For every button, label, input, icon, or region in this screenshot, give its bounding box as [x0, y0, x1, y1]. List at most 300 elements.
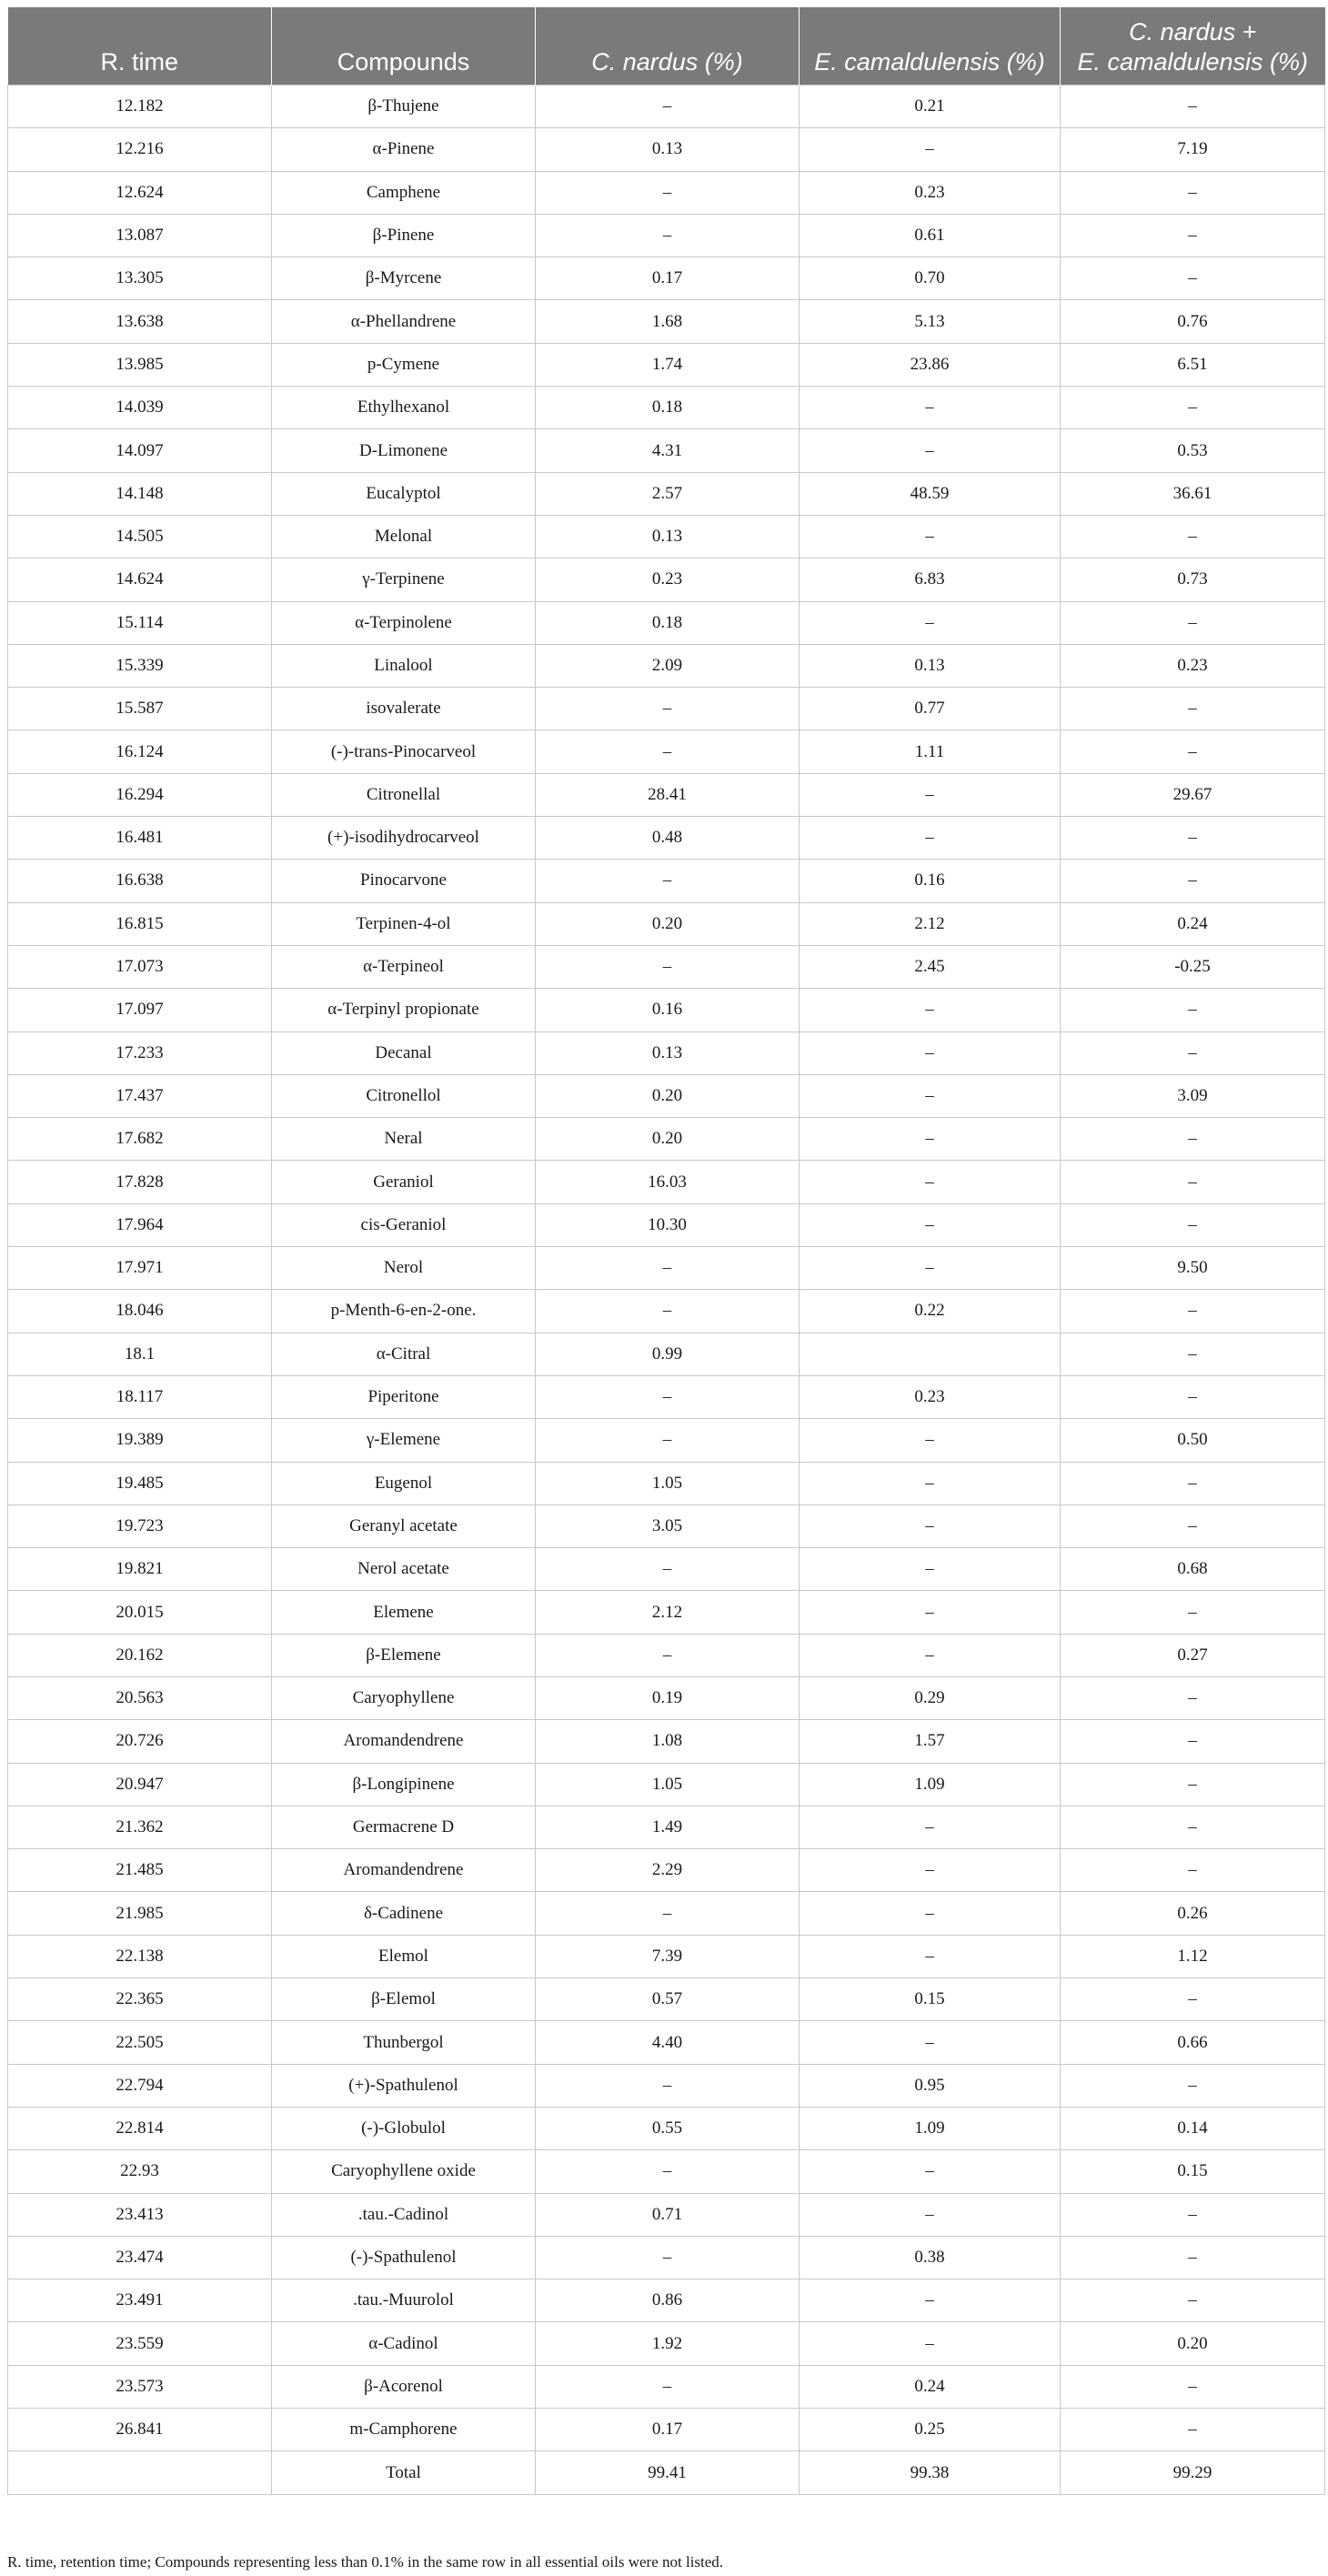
cell-combination: – [1061, 214, 1325, 257]
cell-combination: – [1061, 1676, 1325, 1719]
cell-rtime: 17.097 [8, 989, 272, 1031]
cell-nardus: 0.16 [536, 989, 800, 1031]
cell-nardus: 2.57 [536, 472, 800, 515]
table-row [8, 86, 1325, 128]
table-row [8, 860, 1325, 902]
total-cell-nardus: 99.41 [536, 2451, 800, 2495]
composition-table [7, 7, 1325, 2495]
cell-camaldulensis: – [800, 1634, 1061, 1676]
cell-rtime: 16.294 [8, 773, 272, 816]
cell-compound: Nerol acetate [272, 1548, 536, 1591]
cell-rtime: 19.723 [8, 1504, 272, 1547]
cell-camaldulensis: 0.13 [800, 644, 1061, 687]
table-row [8, 902, 1325, 945]
cell-combination: – [1061, 817, 1325, 860]
cell-camaldulensis: 48.59 [800, 472, 1061, 515]
header-combination [1061, 7, 1325, 86]
cell-compound: .tau.-Muurolol [272, 2279, 536, 2322]
table-row [8, 2279, 1325, 2322]
table-row [8, 601, 1325, 644]
cell-camaldulensis: 6.83 [800, 558, 1061, 601]
cell-nardus: – [536, 1419, 800, 1462]
cell-rtime: 13.638 [8, 300, 272, 343]
cell-rtime: 20.726 [8, 1720, 272, 1763]
cell-camaldulensis: – [800, 1935, 1061, 1977]
table-row [8, 472, 1325, 515]
cell-compound: Neral [272, 1118, 536, 1161]
cell-combination: – [1061, 1462, 1325, 1504]
cell-rtime: 16.481 [8, 817, 272, 860]
cell-nardus: 0.18 [536, 387, 800, 429]
cell-compound: α-Cadinol [272, 2322, 536, 2365]
table-row [8, 343, 1325, 386]
cell-compound: Eugenol [272, 1462, 536, 1504]
cell-compound: Elemol [272, 1935, 536, 1977]
cell-compound: β-Acorenol [272, 2365, 536, 2408]
cell-combination: 0.15 [1061, 2150, 1325, 2193]
cell-rtime: 23.491 [8, 2279, 272, 2322]
cell-compound: Ethylhexanol [272, 387, 536, 429]
cell-nardus: – [536, 1634, 800, 1676]
cell-camaldulensis: 0.25 [800, 2409, 1061, 2451]
cell-rtime: 22.365 [8, 1978, 272, 2021]
cell-compound: Melonal [272, 515, 536, 558]
cell-camaldulensis: – [800, 1504, 1061, 1547]
table-row [8, 1892, 1325, 1935]
table-row [8, 1161, 1325, 1203]
table-row [8, 1935, 1325, 1977]
cell-compound: Citronellal [272, 773, 536, 816]
cell-nardus: 0.20 [536, 1074, 800, 1117]
cell-camaldulensis: 0.22 [800, 1290, 1061, 1333]
total-cell-combination: 99.29 [1061, 2451, 1325, 2495]
cell-camaldulensis: 2.12 [800, 902, 1061, 945]
cell-nardus: – [536, 214, 800, 257]
total-row [8, 2451, 1325, 2495]
cell-camaldulensis: 0.16 [800, 860, 1061, 902]
header-nardus: C. nardus (%) [536, 7, 800, 86]
cell-camaldulensis: – [800, 1892, 1061, 1935]
cell-combination: 0.20 [1061, 2322, 1325, 2365]
cell-rtime: 23.559 [8, 2322, 272, 2365]
header-compounds: Compounds [272, 7, 536, 86]
cell-combination: – [1061, 1849, 1325, 1892]
table-row [8, 1591, 1325, 1634]
cell-rtime: 12.624 [8, 171, 272, 214]
table-row [8, 2150, 1325, 2193]
cell-camaldulensis: – [800, 817, 1061, 860]
cell-camaldulensis: 1.57 [800, 1720, 1061, 1763]
cell-nardus: – [536, 2064, 800, 2107]
cell-camaldulensis: – [800, 1203, 1061, 1246]
cell-combination: – [1061, 2365, 1325, 2408]
cell-compound: Germacrene D [272, 1806, 536, 1848]
cell-nardus: 0.13 [536, 515, 800, 558]
cell-compound: Citronellol [272, 1074, 536, 1117]
table-row [8, 1849, 1325, 1892]
table-row [8, 257, 1325, 300]
cell-combination: 0.27 [1061, 1634, 1325, 1676]
table-row [8, 2107, 1325, 2149]
cell-nardus: 0.17 [536, 2409, 800, 2451]
cell-combination: – [1061, 688, 1325, 730]
cell-compound: Piperitone [272, 1375, 536, 1418]
cell-combination: 0.66 [1061, 2021, 1325, 2064]
cell-rtime: 16.815 [8, 902, 272, 945]
cell-compound: β-Longipinene [272, 1763, 536, 1806]
cell-compound: α-Phellandrene [272, 300, 536, 343]
cell-camaldulensis: – [800, 1806, 1061, 1848]
cell-compound: α-Terpineol [272, 945, 536, 988]
cell-combination: – [1061, 2409, 1325, 2451]
cell-combination: 0.76 [1061, 300, 1325, 343]
cell-combination: – [1061, 1978, 1325, 2021]
cell-camaldulensis: – [800, 1462, 1061, 1504]
cell-combination: 0.53 [1061, 429, 1325, 472]
table-row [8, 2236, 1325, 2279]
cell-rtime: 22.814 [8, 2107, 272, 2149]
cell-camaldulensis: 0.38 [800, 2236, 1061, 2279]
table-row [8, 2193, 1325, 2236]
cell-combination: – [1061, 730, 1325, 773]
cell-nardus: 4.40 [536, 2021, 800, 2064]
cell-camaldulensis: – [800, 1591, 1061, 1634]
cell-camaldulensis: – [800, 2322, 1061, 2365]
cell-combination: 0.14 [1061, 2107, 1325, 2149]
cell-rtime: 18.046 [8, 1290, 272, 1333]
cell-combination: 29.67 [1061, 773, 1325, 816]
cell-nardus: – [536, 1290, 800, 1333]
cell-camaldulensis: 5.13 [800, 300, 1061, 343]
cell-camaldulensis: – [800, 2021, 1061, 2064]
cell-nardus: 0.18 [536, 601, 800, 644]
cell-compound: Elemene [272, 1591, 536, 1634]
table-row [8, 688, 1325, 730]
cell-camaldulensis: – [800, 387, 1061, 429]
cell-compound: cis-Geraniol [272, 1203, 536, 1246]
cell-nardus: 1.92 [536, 2322, 800, 2365]
cell-combination: 0.23 [1061, 644, 1325, 687]
cell-compound: Decanal [272, 1031, 536, 1074]
cell-combination: – [1061, 387, 1325, 429]
cell-compound: Aromandendrene [272, 1849, 536, 1892]
cell-nardus: – [536, 688, 800, 730]
cell-camaldulensis: – [800, 1118, 1061, 1161]
cell-compound: α-Pinene [272, 128, 536, 171]
total-cell-camaldulensis: 99.38 [800, 2451, 1061, 2495]
cell-rtime: 19.485 [8, 1462, 272, 1504]
cell-compound: δ-Cadinene [272, 1892, 536, 1935]
table-row [8, 817, 1325, 860]
cell-compound: Eucalyptol [272, 472, 536, 515]
cell-combination: – [1061, 1118, 1325, 1161]
cell-camaldulensis: – [800, 2150, 1061, 2193]
cell-compound: p-Menth-6-en-2-one. [272, 1290, 536, 1333]
cell-compound: (+)-isodihydrocarveol [272, 817, 536, 860]
table-row [8, 300, 1325, 343]
cell-rtime: 20.162 [8, 1634, 272, 1676]
cell-combination: 0.68 [1061, 1548, 1325, 1591]
cell-camaldulensis: 0.61 [800, 214, 1061, 257]
table-row [8, 1676, 1325, 1719]
table-row [8, 945, 1325, 988]
cell-combination: – [1061, 1161, 1325, 1203]
cell-combination: 7.19 [1061, 128, 1325, 171]
cell-nardus: 0.19 [536, 1676, 800, 1719]
table-row [8, 1763, 1325, 1806]
total-cell-rtime [8, 2451, 272, 2495]
cell-nardus: 0.13 [536, 1031, 800, 1074]
cell-combination: – [1061, 1720, 1325, 1763]
cell-rtime: 22.794 [8, 2064, 272, 2107]
cell-compound: Terpinen-4-ol [272, 902, 536, 945]
cell-camaldulensis: – [800, 1849, 1061, 1892]
cell-camaldulensis: – [800, 1161, 1061, 1203]
cell-combination: – [1061, 1031, 1325, 1074]
cell-rtime: 13.087 [8, 214, 272, 257]
cell-rtime: 22.505 [8, 2021, 272, 2064]
cell-nardus: – [536, 171, 800, 214]
table-footnote: R. time, retention time; Compounds representing less than 0.1% in the same row in all essential oils were not listed. [7, 2553, 724, 2571]
cell-camaldulensis: – [800, 515, 1061, 558]
cell-nardus: 0.17 [536, 257, 800, 300]
cell-combination: – [1061, 1290, 1325, 1333]
cell-combination: 3.09 [1061, 1074, 1325, 1117]
cell-rtime: 20.015 [8, 1591, 272, 1634]
table-row [8, 1806, 1325, 1848]
table-row [8, 773, 1325, 816]
cell-compound: .tau.-Cadinol [272, 2193, 536, 2236]
cell-compound: isovalerate [272, 688, 536, 730]
cell-rtime: 19.821 [8, 1548, 272, 1591]
table-row [8, 1634, 1325, 1676]
cell-camaldulensis: 0.95 [800, 2064, 1061, 2107]
cell-nardus: 0.71 [536, 2193, 800, 2236]
cell-camaldulensis: – [800, 1247, 1061, 1290]
cell-camaldulensis: 0.29 [800, 1676, 1061, 1719]
cell-rtime: 12.182 [8, 86, 272, 128]
cell-combination: 0.50 [1061, 1419, 1325, 1462]
table-row [8, 387, 1325, 429]
cell-rtime: 17.971 [8, 1247, 272, 1290]
cell-compound: Thunbergol [272, 2021, 536, 2064]
cell-combination: – [1061, 257, 1325, 300]
cell-combination: – [1061, 1591, 1325, 1634]
header-rtime: R. time [8, 7, 272, 86]
cell-nardus: 0.99 [536, 1333, 800, 1375]
cell-rtime: 17.073 [8, 945, 272, 988]
table-row [8, 128, 1325, 171]
cell-compound: β-Myrcene [272, 257, 536, 300]
cell-nardus: 10.30 [536, 1203, 800, 1246]
cell-nardus: 0.20 [536, 902, 800, 945]
cell-compound: α-Terpinyl propionate [272, 989, 536, 1031]
cell-rtime: 17.437 [8, 1074, 272, 1117]
cell-rtime: 14.039 [8, 387, 272, 429]
cell-rtime: 17.233 [8, 1031, 272, 1074]
cell-combination: – [1061, 1333, 1325, 1375]
table-row [8, 1118, 1325, 1161]
cell-combination: – [1061, 1203, 1325, 1246]
cell-rtime: 16.638 [8, 860, 272, 902]
cell-compound: Nerol [272, 1247, 536, 1290]
header-camaldulensis: E. camaldulensis (%) [800, 7, 1061, 86]
cell-camaldulensis: 0.15 [800, 1978, 1061, 2021]
cell-compound: α-Terpinolene [272, 601, 536, 644]
cell-camaldulensis: 1.09 [800, 1763, 1061, 1806]
table-row [8, 1203, 1325, 1246]
cell-combination: – [1061, 1806, 1325, 1848]
cell-compound: Pinocarvone [272, 860, 536, 902]
cell-combination: -0.25 [1061, 945, 1325, 988]
cell-compound: p-Cymene [272, 343, 536, 386]
cell-rtime: 17.828 [8, 1161, 272, 1203]
cell-compound: β-Pinene [272, 214, 536, 257]
cell-rtime: 22.93 [8, 2150, 272, 2193]
table-row [8, 429, 1325, 472]
cell-compound: β-Thujene [272, 86, 536, 128]
cell-combination: – [1061, 515, 1325, 558]
cell-nardus: – [536, 2365, 800, 2408]
cell-combination: – [1061, 86, 1325, 128]
cell-combination: 6.51 [1061, 343, 1325, 386]
cell-nardus: 0.86 [536, 2279, 800, 2322]
cell-compound: Geranyl acetate [272, 1504, 536, 1547]
cell-combination: – [1061, 601, 1325, 644]
table-row [8, 1720, 1325, 1763]
cell-combination: – [1061, 989, 1325, 1031]
table-row [8, 214, 1325, 257]
cell-combination: 0.24 [1061, 902, 1325, 945]
cell-rtime: 20.947 [8, 1763, 272, 1806]
cell-camaldulensis: – [800, 429, 1061, 472]
cell-camaldulensis: – [800, 1074, 1061, 1117]
cell-rtime: 18.1 [8, 1333, 272, 1375]
cell-compound: γ-Elemene [272, 1419, 536, 1462]
table-row [8, 644, 1325, 687]
cell-nardus: 1.08 [536, 1720, 800, 1763]
cell-nardus: – [536, 860, 800, 902]
cell-camaldulensis: – [800, 773, 1061, 816]
cell-compound: γ-Terpinene [272, 558, 536, 601]
cell-rtime: 17.964 [8, 1203, 272, 1246]
cell-nardus: 0.23 [536, 558, 800, 601]
cell-nardus: – [536, 1892, 800, 1935]
table-row [8, 1031, 1325, 1074]
cell-camaldulensis [800, 1333, 1061, 1375]
cell-rtime: 15.339 [8, 644, 272, 687]
cell-nardus: 1.05 [536, 1763, 800, 1806]
cell-nardus: 1.05 [536, 1462, 800, 1504]
cell-compound: Caryophyllene [272, 1676, 536, 1719]
cell-camaldulensis: 0.77 [800, 688, 1061, 730]
table-row [8, 1978, 1325, 2021]
cell-combination: 1.12 [1061, 1935, 1325, 1977]
cell-camaldulensis: 0.70 [800, 257, 1061, 300]
cell-nardus: 0.55 [536, 2107, 800, 2149]
cell-camaldulensis: 23.86 [800, 343, 1061, 386]
header-combination-line1: C. nardus + [1129, 18, 1257, 45]
cell-nardus: 0.20 [536, 1118, 800, 1161]
table-header [8, 7, 1325, 86]
cell-combination: 0.73 [1061, 558, 1325, 601]
table-row [8, 1290, 1325, 1333]
cell-nardus: 0.48 [536, 817, 800, 860]
cell-nardus: 0.57 [536, 1978, 800, 2021]
table-row [8, 2064, 1325, 2107]
table-body [8, 86, 1325, 2495]
cell-nardus: 28.41 [536, 773, 800, 816]
cell-camaldulensis: – [800, 2279, 1061, 2322]
composition-table-container [7, 7, 1324, 2495]
cell-compound: (+)-Spathulenol [272, 2064, 536, 2107]
cell-rtime: 13.305 [8, 257, 272, 300]
table-row [8, 1247, 1325, 1290]
cell-nardus: – [536, 2236, 800, 2279]
cell-rtime: 14.624 [8, 558, 272, 601]
header-row [8, 7, 1325, 86]
cell-combination: 0.26 [1061, 1892, 1325, 1935]
cell-camaldulensis: – [800, 1031, 1061, 1074]
cell-compound: Camphene [272, 171, 536, 214]
cell-camaldulensis: 1.11 [800, 730, 1061, 773]
cell-camaldulensis: 0.23 [800, 171, 1061, 214]
table-row [8, 1074, 1325, 1117]
cell-camaldulensis: – [800, 1419, 1061, 1462]
table-row [8, 2021, 1325, 2064]
cell-rtime: 12.216 [8, 128, 272, 171]
cell-combination: 36.61 [1061, 472, 1325, 515]
cell-camaldulensis: – [800, 2193, 1061, 2236]
cell-rtime: 13.985 [8, 343, 272, 386]
cell-camaldulensis: – [800, 601, 1061, 644]
cell-nardus: 7.39 [536, 1935, 800, 1977]
cell-compound: Linalool [272, 644, 536, 687]
cell-combination: – [1061, 1504, 1325, 1547]
cell-compound: Caryophyllene oxide [272, 2150, 536, 2193]
cell-camaldulensis: – [800, 128, 1061, 171]
cell-nardus: – [536, 86, 800, 128]
cell-rtime: 14.148 [8, 472, 272, 515]
cell-nardus: 0.13 [536, 128, 800, 171]
cell-combination: – [1061, 171, 1325, 214]
table-row [8, 1548, 1325, 1591]
table-row [8, 2409, 1325, 2451]
cell-rtime: 22.138 [8, 1935, 272, 1977]
cell-camaldulensis: – [800, 989, 1061, 1031]
cell-nardus: – [536, 2150, 800, 2193]
table-row [8, 558, 1325, 601]
cell-compound: β-Elemene [272, 1634, 536, 1676]
cell-camaldulensis: 0.23 [800, 1375, 1061, 1418]
cell-rtime: 17.682 [8, 1118, 272, 1161]
cell-compound: β-Elemol [272, 1978, 536, 2021]
cell-nardus: – [536, 945, 800, 988]
cell-nardus: – [536, 1247, 800, 1290]
cell-combination: – [1061, 2279, 1325, 2322]
cell-compound: Aromandendrene [272, 1720, 536, 1763]
cell-rtime: 14.097 [8, 429, 272, 472]
cell-nardus: 2.29 [536, 1849, 800, 1892]
table-row [8, 730, 1325, 773]
table-row [8, 171, 1325, 214]
cell-combination: – [1061, 1763, 1325, 1806]
cell-rtime: 16.124 [8, 730, 272, 773]
table-row [8, 515, 1325, 558]
cell-rtime: 14.505 [8, 515, 272, 558]
cell-compound: Geraniol [272, 1161, 536, 1203]
cell-nardus: – [536, 1548, 800, 1591]
